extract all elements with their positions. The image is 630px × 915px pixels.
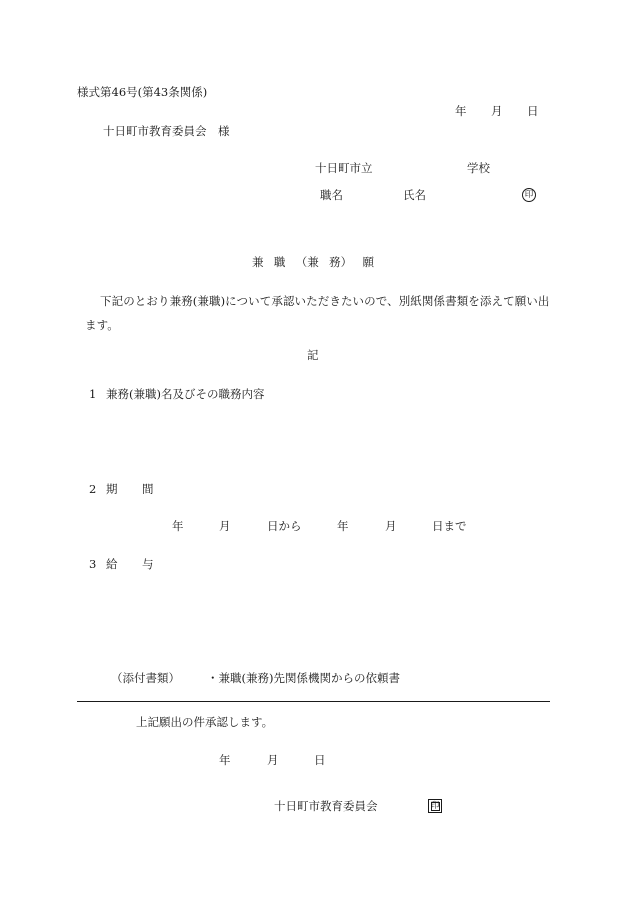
item1-number: 1 — [89, 387, 97, 401]
document-title — [252, 255, 374, 269]
date-month-label: 月 — [491, 104, 503, 118]
request-paragraph: 下記のとおり兼務(兼職)について承認いただきたいので、別紙関係書類を添えて願い出ます。 — [85, 294, 550, 332]
title-char: 職 — [273, 255, 286, 269]
approval-date-year: 年 — [219, 753, 231, 767]
approval-text: 上記願出の件承認します。 — [136, 715, 274, 729]
divider-line — [77, 701, 550, 702]
approval-date-month: 月 — [267, 753, 279, 767]
attachment-label: （添付書類） — [111, 671, 180, 685]
name-label: 氏名 — [403, 188, 426, 202]
item3-label-a: 給 — [106, 557, 118, 571]
period-from-month: 月 — [219, 519, 231, 533]
period-from-year: 年 — [172, 519, 184, 533]
item1-label: 兼務(兼職)名及びその職務内容 — [106, 387, 265, 401]
item2-label-b: 間 — [142, 482, 154, 496]
item3-number: 3 — [89, 557, 97, 571]
item3-label-b: 与 — [142, 557, 154, 571]
approval-date-day: 日 — [314, 753, 326, 767]
period-to-day: 日まで — [432, 519, 467, 533]
addressee: 十日町市教育委員会 様 — [103, 124, 230, 138]
period-from-day: 日から — [267, 519, 302, 533]
date-day-label: 日 — [527, 104, 539, 118]
item2-number: 2 — [89, 482, 97, 496]
period-to-year: 年 — [337, 519, 349, 533]
title-char: （兼 — [295, 255, 319, 269]
title-char: 兼 — [252, 255, 264, 269]
approval-issuer: 十日町市教育委員会 — [274, 799, 378, 813]
form-number: 様式第46号(第43条関係) — [77, 85, 208, 99]
attachment-content: ・兼職(兼務)先関係機関からの依頼書 — [207, 671, 400, 685]
issuer-seal-icon: 印 — [428, 799, 442, 813]
title-char: 務） — [329, 255, 353, 269]
title-char: 願 — [362, 255, 374, 269]
position-label: 職名 — [320, 188, 343, 202]
applicant-seal-icon: 印 — [522, 188, 536, 202]
school-suffix: 学校 — [467, 161, 490, 175]
school-prefix: 十日町市立 — [315, 161, 373, 175]
date-year-label: 年 — [455, 104, 467, 118]
period-to-month: 月 — [385, 519, 397, 533]
ki-heading: 記 — [307, 348, 319, 362]
item2-label-a: 期 — [106, 482, 118, 496]
